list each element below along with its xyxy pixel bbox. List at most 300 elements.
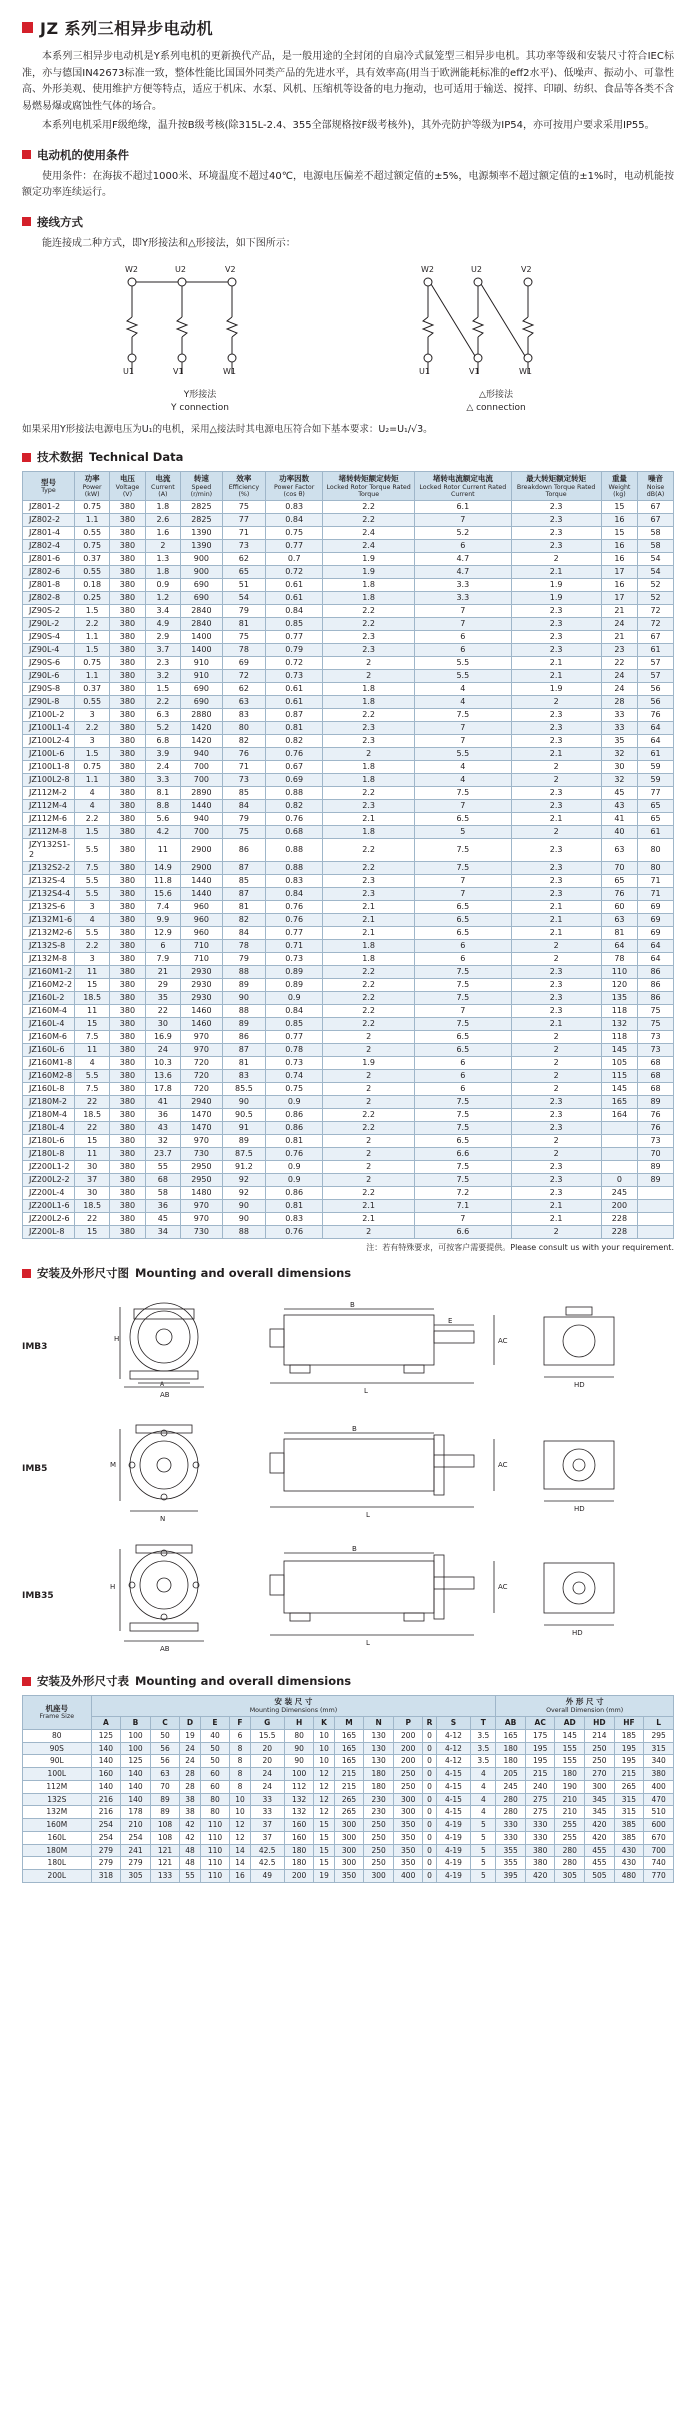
dims-cell: 250: [364, 1819, 394, 1832]
dims-cell: 470: [644, 1793, 674, 1806]
tech-cell: 63: [222, 696, 265, 709]
dims-cell: 8: [230, 1742, 250, 1755]
dims-cell: 180: [284, 1844, 314, 1857]
dims-col-header-AB: AB: [496, 1717, 526, 1730]
tech-cell: 380: [110, 787, 145, 800]
tech-cell: 2: [511, 953, 601, 966]
technical-table-body: [23, 501, 674, 1239]
dims-cell-frame: 90S: [23, 1742, 92, 1755]
tech-cell: 0.61: [266, 683, 323, 696]
tech-cell: 2: [511, 553, 601, 566]
dims-cell: 670: [644, 1831, 674, 1844]
tech-col-header-en: Locked Rotor Torque Rated Torque: [326, 483, 411, 498]
tech-cell: 380: [110, 966, 145, 979]
tech-cell: 67: [638, 514, 674, 527]
tech-cell: 6.6: [415, 1148, 511, 1161]
tech-cell: 2.3: [511, 1096, 601, 1109]
tech-cell: 380: [110, 527, 145, 540]
dims-header-mounting: 安 装 尺 寸 Mounting Dimensions (mm): [91, 1696, 496, 1717]
svg-text:M: M: [110, 1461, 117, 1470]
tech-cell: 3.7: [145, 644, 180, 657]
tech-cell: 2.2: [323, 966, 415, 979]
tech-cell: 164: [601, 1109, 637, 1122]
dims-cell: 42.5: [250, 1844, 284, 1857]
section-heading-drawings: [22, 1265, 674, 1281]
tech-cell: 0.86: [266, 1109, 323, 1122]
section-heading-conditions: [22, 147, 674, 163]
tech-cell: [601, 1122, 637, 1135]
table-row: [23, 787, 674, 800]
dims-cell: 10: [314, 1755, 334, 1768]
table-row: [23, 722, 674, 735]
tech-col-header-5: [222, 472, 265, 501]
tech-cell: 59: [638, 761, 674, 774]
tech-cell: 54: [222, 592, 265, 605]
svg-text:HD: HD: [574, 1381, 585, 1390]
tech-cell: 2.3: [511, 875, 601, 888]
tech-cell: 11: [75, 1005, 110, 1018]
tech-cell: 1390: [181, 527, 223, 540]
dims-cell: 4-19: [436, 1870, 471, 1883]
dims-cell: 216: [91, 1793, 121, 1806]
tech-cell: 2.1: [323, 1200, 415, 1213]
dims-cell: 33: [250, 1806, 284, 1819]
dims-cell: 0: [423, 1729, 436, 1742]
tech-col-header-en: Speed (r/min): [190, 483, 213, 498]
table-row: [23, 940, 674, 953]
tech-cell: 4: [415, 683, 511, 696]
tech-cell: 45: [145, 1213, 180, 1226]
tech-cell: [638, 1200, 674, 1213]
tech-cell: 2840: [181, 605, 223, 618]
tech-cell: 79: [222, 605, 265, 618]
dims-cell: 315: [644, 1742, 674, 1755]
tech-cell: 1440: [181, 800, 223, 813]
dims-cell: 0: [423, 1844, 436, 1857]
tech-cell: 720: [181, 1083, 223, 1096]
tech-cell: 960: [181, 914, 223, 927]
tech-cell: 64: [638, 953, 674, 966]
drawing-imb5-svg: [74, 1409, 674, 1529]
tech-cell: 0.77: [266, 540, 323, 553]
dims-cell: 49: [250, 1870, 284, 1883]
dims-cell: 110: [200, 1870, 230, 1883]
dims-cell: 300: [393, 1793, 423, 1806]
dims-cell-frame: 132M: [23, 1806, 92, 1819]
dims-cell: 160: [284, 1831, 314, 1844]
tech-cell: 84: [222, 800, 265, 813]
tech-cell: 2.3: [511, 1005, 601, 1018]
dimensions-table-body: [23, 1729, 674, 1882]
tech-cell: 70: [601, 862, 637, 875]
tech-cell: 7.5: [415, 839, 511, 862]
dims-col-header-D: D: [180, 1717, 200, 1730]
table-row: [23, 1226, 674, 1239]
tech-cell-model: JZ90S-2: [23, 605, 75, 618]
tech-cell: 0.18: [75, 579, 110, 592]
svg-text:AC: AC: [498, 1461, 508, 1470]
tech-cell: 1.1: [75, 774, 110, 787]
tech-col-header-1: [75, 472, 110, 501]
tech-cell: 1.6: [145, 527, 180, 540]
y-top-label-v2: V2: [225, 265, 236, 274]
dims-cell: 4-15: [436, 1780, 471, 1793]
dims-cell: 430: [614, 1857, 644, 1870]
tech-cell: 30: [601, 761, 637, 774]
tech-cell: 82: [222, 914, 265, 927]
tech-cell: 380: [110, 1174, 145, 1187]
tech-col-header-cn: 噪音: [648, 474, 664, 484]
tech-cell: 35: [601, 735, 637, 748]
y-bottom-label-w1: W1: [223, 367, 236, 376]
svg-text:B: B: [352, 1425, 357, 1434]
tech-col-header-cn: 功率: [84, 474, 100, 484]
tech-cell: 5.5: [75, 875, 110, 888]
tech-cell: 75: [222, 631, 265, 644]
tech-cell: 2.3: [511, 527, 601, 540]
tech-col-header-10: [601, 472, 637, 501]
dims-cell: 279: [121, 1857, 151, 1870]
tech-cell: 380: [110, 709, 145, 722]
dims-cell: 0: [423, 1780, 436, 1793]
tech-cell: 4: [415, 696, 511, 709]
dims-cell: 80: [200, 1806, 230, 1819]
tech-cell: 145: [601, 1044, 637, 1057]
tech-cell-model: JZ100L-6: [23, 748, 75, 761]
tech-cell: 970: [181, 1031, 223, 1044]
dims-cell: 100: [121, 1729, 151, 1742]
tech-cell: 91.2: [222, 1161, 265, 1174]
tech-cell: 5.5: [415, 748, 511, 761]
tech-cell-model: JZ100L2-8: [23, 774, 75, 787]
tech-cell: 1.9: [511, 579, 601, 592]
tech-cell: 61: [638, 826, 674, 839]
tech-cell: 2: [511, 696, 601, 709]
dims-cell: 155: [555, 1742, 585, 1755]
dims-col-header-P: P: [393, 1717, 423, 1730]
tech-cell-model: JZ802-4: [23, 540, 75, 553]
tech-cell: 700: [181, 826, 223, 839]
drawing-row-imb3: [22, 1287, 674, 1407]
tech-cell: 2.1: [511, 813, 601, 826]
tech-cell: 90: [222, 1096, 265, 1109]
dims-cell: 254: [121, 1831, 151, 1844]
tech-cell: 59: [638, 774, 674, 787]
dims-col-header-C: C: [150, 1717, 180, 1730]
tech-cell: 3.3: [415, 579, 511, 592]
dims-cell: 110: [200, 1857, 230, 1870]
section-title-conditions: 电动机的使用条件: [37, 147, 129, 162]
dims-cell: 305: [555, 1870, 585, 1883]
tech-cell: 16: [601, 553, 637, 566]
dimensions-group-header-row: [23, 1696, 674, 1717]
tech-cell: 67: [638, 501, 674, 514]
tech-col-header-cn: 堵转电流额定电流: [432, 474, 493, 484]
tech-cell: 690: [181, 579, 223, 592]
table-row: [23, 761, 674, 774]
tech-cell: 1.2: [145, 592, 180, 605]
tech-cell: 21: [145, 966, 180, 979]
tech-cell: 64: [638, 722, 674, 735]
dims-cell: 195: [614, 1755, 644, 1768]
tech-cell: 0.72: [266, 566, 323, 579]
table-row: [23, 800, 674, 813]
tech-cell: 380: [110, 592, 145, 605]
tech-cell: 21: [601, 605, 637, 618]
tech-cell-model: JZ802-2: [23, 514, 75, 527]
bullet-square-icon: [22, 1677, 31, 1686]
dims-cell: 180: [284, 1857, 314, 1870]
tech-cell: 76: [638, 1109, 674, 1122]
dims-col-header-A: A: [91, 1717, 121, 1730]
tech-cell: 32: [601, 748, 637, 761]
tech-cell: 960: [181, 927, 223, 940]
tech-cell: 7.5: [75, 1031, 110, 1044]
tech-cell-model: JZ90L-4: [23, 644, 75, 657]
tech-cell: 71: [222, 527, 265, 540]
tech-cell: 68: [638, 1083, 674, 1096]
table-row: [23, 1109, 674, 1122]
tech-cell: 65: [222, 566, 265, 579]
tech-cell: 2930: [181, 979, 223, 992]
tech-cell: 76: [638, 1122, 674, 1135]
tech-cell: 2: [511, 1031, 601, 1044]
tech-col-header-cn: 功率因数: [279, 474, 310, 484]
tech-cell: 2.1: [511, 1213, 601, 1226]
tech-cell: 22: [75, 1096, 110, 1109]
bullet-square-icon: [22, 453, 31, 462]
tech-cell: 1.9: [323, 1057, 415, 1070]
dims-cell: 330: [496, 1831, 526, 1844]
dims-cell-frame: 180M: [23, 1844, 92, 1857]
tech-col-header-cn: 堵转转矩额定转矩: [338, 474, 399, 484]
wiring-diagram-delta: [401, 262, 591, 414]
table-row: [23, 1819, 674, 1832]
svg-text:L: L: [366, 1511, 370, 1520]
tech-cell: 4: [415, 774, 511, 787]
tech-cell: 7: [415, 735, 511, 748]
table-row: [23, 992, 674, 1005]
tech-cell: 7.5: [415, 1109, 511, 1122]
tech-cell: 2.3: [511, 862, 601, 875]
dims-cell: 4-15: [436, 1806, 471, 1819]
section-title-dims: 安装及外形尺寸表: [37, 1674, 129, 1689]
dims-cell: 89: [150, 1793, 180, 1806]
dims-cell: 400: [393, 1870, 423, 1883]
tech-cell: 34: [145, 1226, 180, 1239]
tech-cell: 1390: [181, 540, 223, 553]
tech-cell: 245: [601, 1187, 637, 1200]
tech-cell: 380: [110, 839, 145, 862]
tech-cell: 40: [601, 826, 637, 839]
tech-cell: 1420: [181, 722, 223, 735]
dims-cell: 42.5: [250, 1857, 284, 1870]
tech-cell: 82: [222, 735, 265, 748]
tech-cell: 7: [415, 1213, 511, 1226]
tech-cell: 1.5: [75, 644, 110, 657]
tech-cell-model: JZ180M-2: [23, 1096, 75, 1109]
dims-cell: 355: [496, 1857, 526, 1870]
dims-cell: 600: [644, 1819, 674, 1832]
tech-cell: 5.6: [145, 813, 180, 826]
tech-cell: 0.81: [266, 722, 323, 735]
dims-cell: 180: [496, 1742, 526, 1755]
tech-cell: 2: [323, 657, 415, 670]
tech-cell: 2: [145, 540, 180, 553]
tech-cell-model: JZ801-4: [23, 527, 75, 540]
tech-cell: 200: [601, 1200, 637, 1213]
dims-cell: 8: [230, 1780, 250, 1793]
bullet-square-icon: [22, 150, 31, 159]
tech-cell: 7.5: [415, 1174, 511, 1187]
dims-cell: 175: [525, 1729, 555, 1742]
dims-cell: 110: [200, 1819, 230, 1832]
dims-cell: 145: [555, 1729, 585, 1742]
dims-cell: 4-12: [436, 1755, 471, 1768]
tech-cell: 6: [415, 540, 511, 553]
dims-cell: 5: [471, 1831, 496, 1844]
dims-cell: 132: [284, 1806, 314, 1819]
drawing-label-imb3: IMB3: [22, 1342, 48, 1353]
tech-cell-model: JZ160L-4: [23, 1018, 75, 1031]
tech-cell: 41: [601, 813, 637, 826]
dims-cell: 255: [555, 1819, 585, 1832]
tech-cell: 1440: [181, 875, 223, 888]
tech-cell-model: JZ100L1-8: [23, 761, 75, 774]
tech-cell: 380: [110, 813, 145, 826]
tech-cell-model: JZ132S-6: [23, 901, 75, 914]
tech-cell: 5.5: [415, 657, 511, 670]
dims-cell: 215: [525, 1768, 555, 1781]
tech-cell: 0.61: [266, 579, 323, 592]
dims-cell: 185: [614, 1729, 644, 1742]
tech-cell: 6: [415, 1057, 511, 1070]
tech-cell: 8.1: [145, 787, 180, 800]
tech-cell: 56: [638, 683, 674, 696]
intro-paragraph-2: 本系列电机采用F级绝缘，温升按B级考核(除315L-2.4、355全部规格按F级考核外)，其外壳防护等级为IP54，亦可按用户要求采用IP55。: [42, 120, 655, 131]
dims-cell: 140: [91, 1742, 121, 1755]
page-title: [22, 16, 674, 39]
tech-cell: 1.1: [75, 631, 110, 644]
tech-cell: 0.71: [266, 940, 323, 953]
dims-cell: 33: [250, 1793, 284, 1806]
dims-col-header-G: G: [250, 1717, 284, 1730]
tech-cell: 2.2: [323, 501, 415, 514]
tech-cell: 2.3: [323, 875, 415, 888]
tech-cell: 0.81: [266, 1135, 323, 1148]
tech-cell: 2: [323, 1135, 415, 1148]
tech-cell: 3: [75, 735, 110, 748]
y-bottom-label-v1: V1: [173, 367, 184, 376]
tech-cell: 54: [638, 553, 674, 566]
table-row: [23, 683, 674, 696]
tech-cell: 2.2: [323, 839, 415, 862]
technical-table-footnote: 注：若有特殊要求，可按客户需要提供。Please consult us with your requirement.: [366, 1243, 674, 1253]
dims-cell: 420: [525, 1870, 555, 1883]
table-row: [23, 888, 674, 901]
tech-cell: 61: [638, 644, 674, 657]
tech-cell-model: JZ160M-6: [23, 1031, 75, 1044]
tech-cell-model: JZ90L-6: [23, 670, 75, 683]
tech-cell: 2825: [181, 514, 223, 527]
tech-cell-model: JZ132S-4: [23, 875, 75, 888]
tech-cell: 2.3: [323, 735, 415, 748]
dims-cell: 0: [423, 1819, 436, 1832]
tech-cell: 15: [75, 1226, 110, 1239]
tech-cell: 71: [638, 875, 674, 888]
tech-cell: 89: [222, 1018, 265, 1031]
dims-cell: 318: [91, 1870, 121, 1883]
tech-cell: 2.1: [511, 670, 601, 683]
tech-cell: 2.3: [511, 501, 601, 514]
section-title-drawings-en: Mounting and overall dimensions: [135, 1266, 352, 1281]
tech-col-header-en: Power Factor (cos θ): [274, 483, 315, 498]
tech-cell: 2.3: [511, 1109, 601, 1122]
tech-cell: 68: [145, 1174, 180, 1187]
dims-cell: 0: [423, 1742, 436, 1755]
tech-cell: 64: [601, 940, 637, 953]
dims-cell-frame: 90L: [23, 1755, 92, 1768]
dims-cell: 279: [91, 1844, 121, 1857]
table-row: [23, 527, 674, 540]
tech-cell: 76: [222, 748, 265, 761]
tech-col-header-0: [23, 472, 75, 501]
tech-cell: 79: [222, 813, 265, 826]
tech-cell: 2.3: [511, 735, 601, 748]
table-row: [23, 592, 674, 605]
y-caption-en: Y connection: [171, 402, 229, 413]
y-top-label-u2: U2: [175, 265, 186, 274]
tech-cell: 89: [638, 1161, 674, 1174]
tech-cell: 380: [110, 1213, 145, 1226]
table-row: [23, 813, 674, 826]
tech-cell: 380: [110, 748, 145, 761]
tech-cell: 0.68: [266, 826, 323, 839]
tech-cell: 2.3: [511, 787, 601, 800]
tech-cell: 18.5: [75, 1109, 110, 1122]
table-row: [23, 696, 674, 709]
tech-cell: 73: [638, 1135, 674, 1148]
dims-cell: 20: [250, 1742, 284, 1755]
tech-cell: 81: [222, 618, 265, 631]
table-row: [23, 966, 674, 979]
svg-text:HD: HD: [572, 1629, 583, 1638]
tech-cell: 15: [75, 979, 110, 992]
tech-col-header-en: Locked Rotor Current Rated Current: [419, 483, 507, 498]
tech-cell: 30: [145, 1018, 180, 1031]
dims-cell: 3.5: [471, 1755, 496, 1768]
tech-cell: 2.4: [145, 761, 180, 774]
tech-col-header-en: Type: [41, 487, 56, 495]
dims-cell: 5: [471, 1819, 496, 1832]
dims-cell: 0: [423, 1857, 436, 1870]
dims-cell: 345: [585, 1793, 615, 1806]
table-row: [23, 1755, 674, 1768]
tech-cell: 1.1: [75, 670, 110, 683]
dimensions-table: [22, 1695, 674, 1883]
tech-cell: 1.8: [323, 774, 415, 787]
tech-cell-model: JZ132S2-2: [23, 862, 75, 875]
tech-cell-model: JZ112M-6: [23, 813, 75, 826]
tech-cell: [601, 1135, 637, 1148]
tech-cell: 72: [638, 605, 674, 618]
table-row: [23, 774, 674, 787]
dims-cell: 330: [525, 1831, 555, 1844]
tech-cell: 2890: [181, 787, 223, 800]
technical-data-table: [22, 471, 674, 1239]
dims-cell: 300: [334, 1844, 364, 1857]
tech-cell: 7.5: [415, 1096, 511, 1109]
